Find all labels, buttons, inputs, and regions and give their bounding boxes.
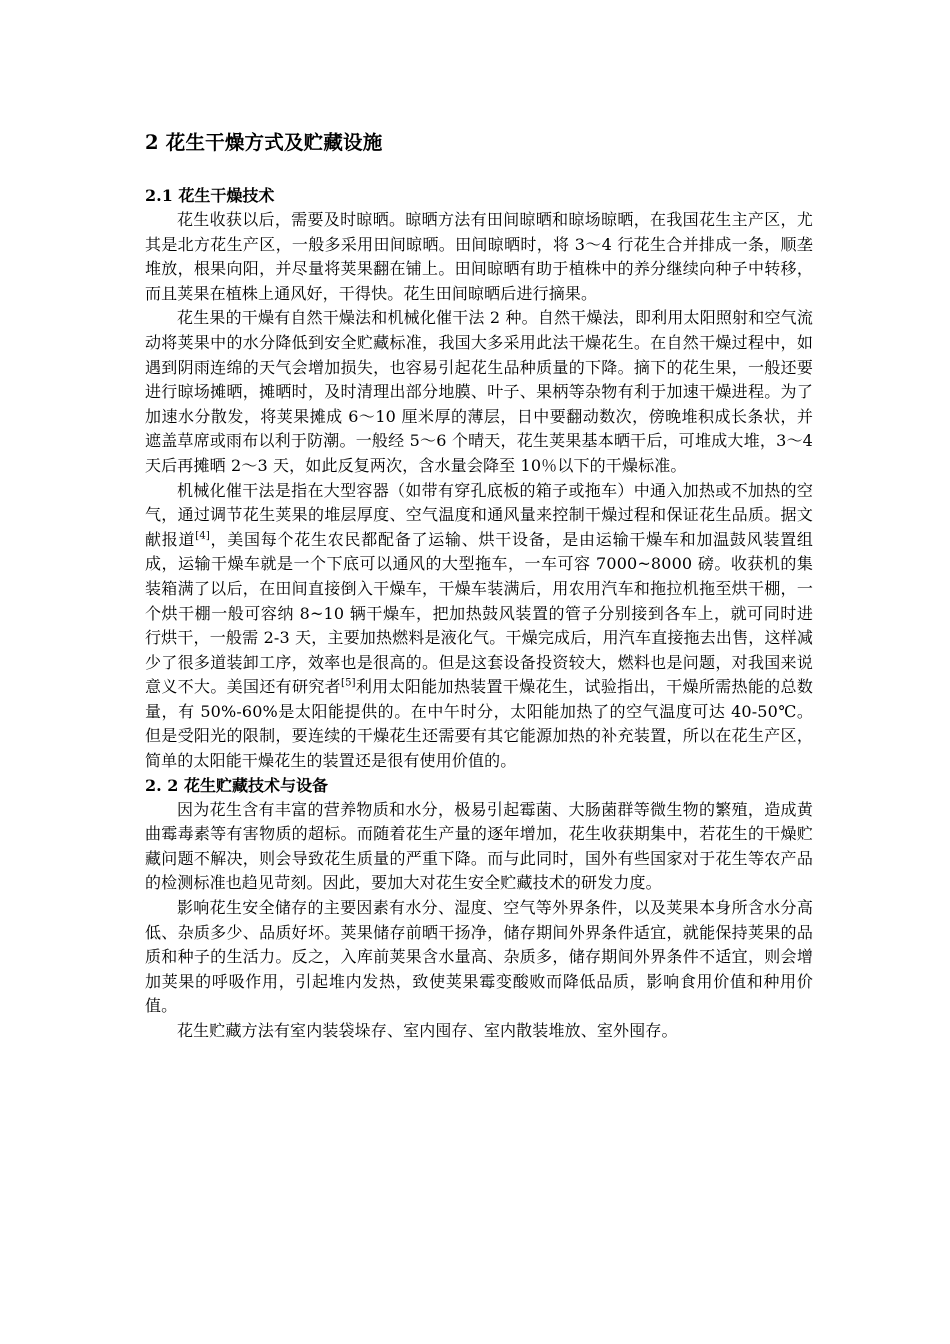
document-body	[145, 130, 813, 1044]
paragraph-natural-drying: 花生果的干燥有自然干燥法和机械化催干法 2 种。自然干燥法，即利用太阳照射和空气流动将荚果中的水分降低到安全贮藏标准，我国大多采用此法干燥花生。在自然干燥过程中，如遇到阴雨连绵的天气会增加损失，也容易引起花生品种质量的下降。摘下的花生果，一般还要进行晾场摊晒，摊晒时，及时清理出部分地膜、叶子、果柄等杂物有利于加速干燥进程。为了加速水分散发，将荚果摊成 6～10 厘米厚的薄层，日中要翻动数次，傍晚堆积成长条状，并遮盖草席或雨布以利于防潮。一般经 5～6 个晴天，花生荚果基本晒干后，可堆成大堆，3～4 天后再摊晒 2～3 天，如此反复两次，含水量会降至 10％以下的干燥标准。	[145, 308, 813, 475]
citation-ref: [4]	[195, 530, 210, 542]
chapter-heading: 2 花生干燥方式及贮藏设施	[145, 131, 383, 154]
paragraph-mechanical-drying	[145, 479, 813, 774]
paragraph-text-part: 利用太阳能加热装置干燥花生，试验指出，干燥所需热能的总数量，有 50%-60%是太阳能提供的。在中午时分，太阳能加热了的空气温度可达 40-50℃。但是受阳光的限制，要连续的干燥花生还需要有其它能源加热的补充装置，所以在花生产区，简单的太阳能干燥花生的装置还是很有使用价值的。	[145, 677, 813, 771]
paragraph-storage-methods: 花生贮藏方法有室内装袋垛存、室内囤存、室内散装堆放、室外囤存。	[177, 1021, 678, 1040]
paragraph-storage-intro: 因为花生含有丰富的营养物质和水分，极易引起霉菌、大肠菌群等微生物的繁殖，造成黄曲霉毒素等有害物质的超标。而随着花生产量的逐年增加，花生收获期集中，若花生的干燥贮藏问题不解决，则会导致花生质量的严重下降。而与此同时，国外有些国家对于花生等农产品的检测标准也趋见苛刻。因此，要加大对花生安全贮藏技术的研发力度。	[145, 799, 813, 893]
paragraph-text-part: ，美国每个花生农民都配备了运输、烘干设备，是由运输干燥车和加温鼓风装置组成，运输干燥车就是一个下底可以通风的大型拖车，一车可容 7000~8000 磅。收获机的集装箱满了以后，在田间直接倒入干燥车，干燥车装满后，用农用汽车和拖拉机拖至烘干棚，一个烘干棚一般可容纳 8~10 辆干燥车，把加热鼓风装置的管子分别接到各车上，就可同时进行烘干，一般需 2-3 天，主要加热燃料是液化气。干燥完成后，用汽车直接拖去出售，这样减少了很多道装卸工序，效率也是很高的。但是这套设备投资较大，燃料也是问题，对我国来说意义不大。美国还有研究者	[145, 529, 813, 697]
paragraph-storage-factors: 影响花生安全储存的主要因素有水分、湿度、空气等外界条件，以及荚果本身所含水分高低、杂质多少、品质好坏。荚果储存前晒干扬净，储存期间外界条件适宜，就能保持荚果的品质和种子的生活力。反之，入库前荚果含水量高、杂质多，储存期间外界条件不适宜，则会增加荚果的呼吸作用，引起堆内发热，致使荚果霉变酸败而降低品质，影响食用价值和种用价值。	[145, 898, 813, 1016]
paragraph-text-part: 机械化催干法是指在大型容器（如带有穿孔底板的箱子或拖车）中通入加热或不加热的空气，通过调节花生荚果的堆层厚度、空气温度和通风量来控制干燥过程和保证花生品质。据文献报道	[145, 480, 813, 549]
paragraph-field-drying: 花生收获以后，需要及时晾晒。晾晒方法有田间晾晒和晾场晾晒，在我国花生主产区，尤其是北方花生产区，一般多采用田间晾晒。田间晾晒时，将 3～4 行花生合并排成一条，顺垄堆放，根果向阳，并尽量将荚果翻在铺上。田间晾晒有助于植株中的养分继续向种子中转移，而且荚果在植株上通风好，干得快。花生田间晾晒后进行摘果。	[145, 210, 813, 303]
section-heading-2-1: 2.1 花生干燥技术	[145, 186, 275, 205]
section-heading-2-2: 2. 2 花生贮藏技术与设备	[145, 775, 328, 795]
citation-ref: [5]	[341, 677, 356, 689]
